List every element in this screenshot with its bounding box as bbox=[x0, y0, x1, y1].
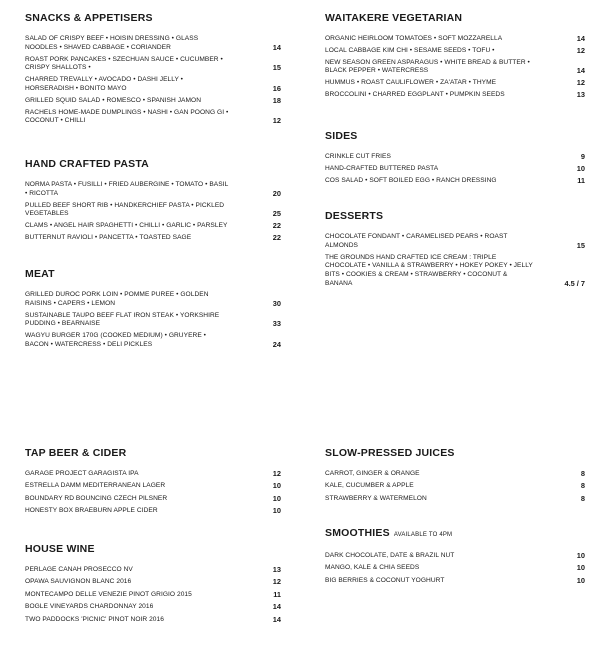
menu-item-price: 8 bbox=[580, 493, 585, 503]
menu-item bbox=[325, 577, 585, 586]
menu-item bbox=[25, 35, 281, 53]
menu-column-left bbox=[25, 0, 281, 660]
menu-item-price: 10 bbox=[576, 551, 585, 560]
menu-item-list bbox=[25, 566, 281, 624]
menu-item-price: 11 bbox=[273, 589, 281, 599]
menu-item bbox=[325, 59, 585, 77]
section-title-text: SIDES bbox=[325, 130, 358, 142]
menu-section bbox=[325, 130, 585, 188]
menu-item-name: COS SALAD • SOFT BOILED EGG • RANCH DRESSING bbox=[325, 176, 497, 184]
menu-column-right bbox=[325, 0, 585, 660]
menu-item-price: 10 bbox=[576, 563, 585, 573]
menu-item bbox=[325, 552, 585, 561]
menu-item-price: 30 bbox=[272, 298, 281, 308]
menu-item bbox=[325, 91, 585, 100]
section-title-text: DESSERTS bbox=[325, 210, 384, 222]
menu-item-list bbox=[25, 181, 281, 243]
menu-item-price: 9 bbox=[580, 152, 585, 161]
menu-item-price: 10 bbox=[272, 481, 281, 491]
menu-section bbox=[25, 12, 281, 129]
menu-item-name: HAND-CRAFTED BUTTERED PASTA bbox=[325, 164, 439, 172]
menu-section bbox=[325, 527, 585, 589]
menu-item bbox=[325, 79, 585, 88]
menu-item bbox=[25, 76, 281, 94]
menu-item-price: 10 bbox=[272, 493, 281, 503]
menu-item bbox=[25, 109, 281, 127]
section-title bbox=[325, 130, 585, 143]
menu-item-price: 10 bbox=[272, 506, 281, 516]
menu-item-price: 22 bbox=[272, 221, 281, 231]
menu-item-price: 16 bbox=[272, 83, 281, 93]
menu-item-price: 12 bbox=[272, 577, 281, 587]
menu-item-price: 8 bbox=[580, 481, 585, 491]
section-title bbox=[325, 210, 585, 223]
section-title-text: WAITAKERE VEGETARIAN bbox=[325, 12, 463, 24]
menu-item bbox=[25, 312, 281, 330]
menu-section bbox=[325, 210, 585, 292]
menu-item-name: BROCCOLINI • CHARRED EGGPLANT • PUMPKIN SEEDS bbox=[325, 90, 505, 98]
menu-item-price: 18 bbox=[272, 95, 281, 105]
menu-item bbox=[25, 482, 281, 491]
section-title-text: SLOW-PRESSED JUICES bbox=[325, 447, 455, 459]
menu-item-list bbox=[325, 35, 585, 100]
menu-item bbox=[325, 254, 585, 289]
menu-item-price: 14 bbox=[576, 34, 585, 43]
menu-item-name: LOCAL CABBAGE KIM CHI • SESAME SEEDS • TOFU • bbox=[325, 46, 495, 54]
menu-item bbox=[25, 495, 281, 504]
menu-item-name: CARROT, GINGER & ORANGE bbox=[325, 470, 420, 477]
menu-item-name: CHARRED TREVALLY • AVOCADO • DASHI JELLY • HORSERADISH • BONITO MAYO bbox=[25, 76, 184, 92]
menu-item-name: BOUNDARY RD BOUNCING CZECH PILSNER bbox=[25, 494, 168, 502]
section-title bbox=[25, 447, 281, 460]
menu-item bbox=[25, 181, 281, 199]
menu-item-price: 25 bbox=[272, 209, 281, 219]
menu-item bbox=[25, 566, 281, 575]
section-title bbox=[25, 543, 281, 556]
menu-item-price: 22 bbox=[272, 232, 281, 242]
menu-item bbox=[325, 495, 585, 504]
menu-item-list bbox=[25, 291, 281, 350]
menu-item-name: NORMA PASTA • FUSILLI • FRIED AUBERGINE • TOMATO • BASIL • RICOTTA bbox=[25, 181, 229, 197]
section-title-text: HAND CRAFTED PASTA bbox=[25, 158, 149, 170]
menu-item-name: CLAMS • ANGEL HAIR SPAGHETTI • CHILLI • GARLIC • PARSLEY bbox=[25, 222, 228, 230]
menu-item-price: 4.5 / 7 bbox=[564, 278, 585, 288]
menu-item-price: 15 bbox=[272, 63, 281, 73]
menu-item bbox=[25, 234, 281, 243]
menu-item-price: 20 bbox=[272, 188, 281, 198]
menu-item-name: CHOCOLATE FONDANT • CARAMELISED PEARS • ROAST ALMONDS bbox=[325, 233, 508, 249]
menu-item-price: 33 bbox=[272, 319, 281, 329]
menu-item bbox=[325, 233, 585, 251]
menu-item-name: HUMMUS • ROAST CAULIFLOWER • ZA'ATAR • THYME bbox=[325, 79, 497, 87]
menu-section bbox=[25, 158, 281, 246]
menu-section bbox=[325, 447, 585, 507]
section-note: AVAILABLE TO 4PM bbox=[393, 532, 453, 538]
section-title-text: TAP BEER & CIDER bbox=[25, 447, 127, 459]
menu-item-name: CRINKLE CUT FRIES bbox=[325, 153, 391, 160]
menu-item-price: 13 bbox=[576, 89, 585, 99]
menu-item-name: BIG BERRIES & COCONUT YOGHURT bbox=[325, 576, 445, 584]
menu-item bbox=[25, 202, 281, 220]
section-title-text: SMOOTHIES bbox=[325, 527, 390, 539]
menu-item-price: 12 bbox=[272, 116, 281, 126]
menu-item-price: 10 bbox=[576, 163, 585, 173]
menu-item-name: BOGLE VINEYARDS CHARDONNAY 2016 bbox=[25, 603, 154, 611]
menu-item bbox=[25, 507, 281, 516]
menu-item-price: 12 bbox=[576, 45, 585, 55]
menu-item bbox=[325, 153, 585, 162]
menu-item-name: GARAGE PROJECT GARAGISTA IPA bbox=[25, 470, 139, 477]
menu-item-name: ROAST PORK PANCAKES • SZECHUAN SAUCE • CUCUMBER • CRISPY SHALLOTS • bbox=[25, 55, 223, 72]
menu-item bbox=[25, 291, 281, 309]
section-title-text: MEAT bbox=[25, 268, 55, 280]
menu-item bbox=[25, 470, 281, 479]
menu-item-name: HONESTY BOX BRAEBURN APPLE CIDER bbox=[25, 507, 158, 515]
menu-item bbox=[25, 603, 281, 612]
section-title bbox=[25, 158, 281, 171]
menu-item-name: WAGYU BURGER 170G (COOKED MEDIUM) • GRUYERE • BACON • WATERCRESS • DELI PICKLES bbox=[25, 332, 207, 348]
menu-item-name: NEW SEASON GREEN ASPARAGUS • WHITE BREAD & BUTTER • BLACK PEPPER • WATERCRESS bbox=[325, 58, 530, 75]
menu-item-price: 13 bbox=[272, 565, 281, 574]
menu-item-price: 8 bbox=[580, 469, 585, 478]
menu-item bbox=[325, 177, 585, 186]
menu-item bbox=[25, 616, 281, 625]
menu-item-price: 14 bbox=[272, 614, 281, 624]
menu-item-list bbox=[25, 35, 281, 126]
menu-item-price: 12 bbox=[576, 78, 585, 88]
section-title bbox=[25, 268, 281, 281]
menu-item-name: TWO PADDOCKS 'PICNIC' PINOT NOIR 2016 bbox=[25, 615, 164, 623]
menu-item-price: 14 bbox=[272, 42, 281, 52]
menu-item bbox=[25, 578, 281, 587]
menu-section bbox=[25, 447, 281, 520]
section-title bbox=[325, 447, 585, 460]
menu-item-price: 10 bbox=[576, 575, 585, 585]
menu-item-list bbox=[325, 153, 585, 185]
menu-section bbox=[25, 543, 281, 628]
menu-item bbox=[25, 97, 281, 106]
section-title-text: HOUSE WINE bbox=[25, 543, 95, 555]
menu-item-name: PULLED BEEF SHORT RIB • HANDKERCHIEF PASTA • PICKLED VEGETABLES bbox=[25, 201, 225, 218]
menu-item-price: 24 bbox=[272, 339, 281, 349]
menu-item-price: 14 bbox=[272, 602, 281, 612]
menu-item-name: SUSTAINABLE TAUPO BEEF FLAT IRON STEAK • YORKSHIRE PUDDING • BEARNAISE bbox=[25, 311, 220, 328]
menu-item bbox=[325, 564, 585, 573]
menu-item bbox=[325, 35, 585, 44]
menu-item-name: ORGANIC HEIRLOOM TOMATOES • SOFT MOZZARELLA bbox=[325, 35, 503, 42]
menu-item bbox=[325, 47, 585, 56]
menu-item-name: PERLAGE CANAH PROSECCO NV bbox=[25, 566, 133, 573]
menu-item bbox=[25, 56, 281, 74]
section-title-text: SNACKS & APPETISERS bbox=[25, 12, 153, 24]
menu-item-list bbox=[325, 552, 585, 586]
menu-item-name: GRILLED SQUID SALAD • ROMESCO • SPANISH JAMON bbox=[25, 96, 202, 104]
menu-item bbox=[25, 222, 281, 231]
menu-item-name: MONTECAMPO DELLE VENEZIE PINOT GRIGIO 2015 bbox=[25, 590, 192, 598]
menu-item-price: 12 bbox=[272, 469, 281, 478]
menu-item-name: MANGO, KALE & CHIA SEEDS bbox=[325, 564, 420, 572]
menu-item-name: OPAWA SAUVIGNON BLANC 2016 bbox=[25, 578, 132, 586]
menu-section bbox=[25, 268, 281, 353]
menu-item-name: SALAD OF CRISPY BEEF • HOISIN DRESSING • GLASS NOODLES • SHAVED CABBAGE • CORIANDER bbox=[25, 35, 199, 51]
menu-item bbox=[25, 591, 281, 600]
menu-item bbox=[25, 332, 281, 350]
menu-section bbox=[325, 12, 585, 103]
menu-item-name: ESTRELLA DAMM MEDITERRANEAN LAGER bbox=[25, 482, 166, 490]
menu-item-price: 14 bbox=[576, 66, 585, 76]
menu-item-name: STRAWBERRY & WATERMELON bbox=[325, 494, 427, 502]
menu-item-name: BUTTERNUT RAVIOLI • PANCETTA • TOASTED SAGE bbox=[25, 233, 192, 241]
menu-item-name: KALE, CUCUMBER & APPLE bbox=[325, 482, 414, 490]
section-title bbox=[325, 12, 585, 25]
menu-item bbox=[325, 470, 585, 479]
menu-item-name: GRILLED DUROC PORK LOIN • POMME PUREE • GOLDEN RAISINS • CAPERS • LEMON bbox=[25, 291, 209, 307]
menu-item bbox=[325, 482, 585, 491]
menu-item bbox=[325, 165, 585, 174]
menu-item-price: 15 bbox=[576, 240, 585, 250]
menu-item-name: THE GROUNDS HAND CRAFTED ICE CREAM : TRIPLE CHOCOLATE • VANILLA & STRAWBERRY • HOKEY POKEY • JELLY BITS • COOKIES & CREAM • STRAWBERRY • COCONUT & BANANA bbox=[325, 253, 533, 287]
menu-item-price: 11 bbox=[577, 175, 585, 185]
menu-item-name: DARK CHOCOLATE, DATE & BRAZIL NUT bbox=[325, 552, 455, 559]
section-title bbox=[25, 12, 281, 25]
menu-item-list bbox=[25, 470, 281, 516]
section-title bbox=[325, 527, 585, 542]
menu-item-list bbox=[325, 233, 585, 289]
menu-item-name: RACHELS HOME-MADE DUMPLINGS • NASHI • GAN POONG GI • COCONUT • CHILLI bbox=[25, 108, 229, 125]
menu-item-list bbox=[325, 470, 585, 504]
